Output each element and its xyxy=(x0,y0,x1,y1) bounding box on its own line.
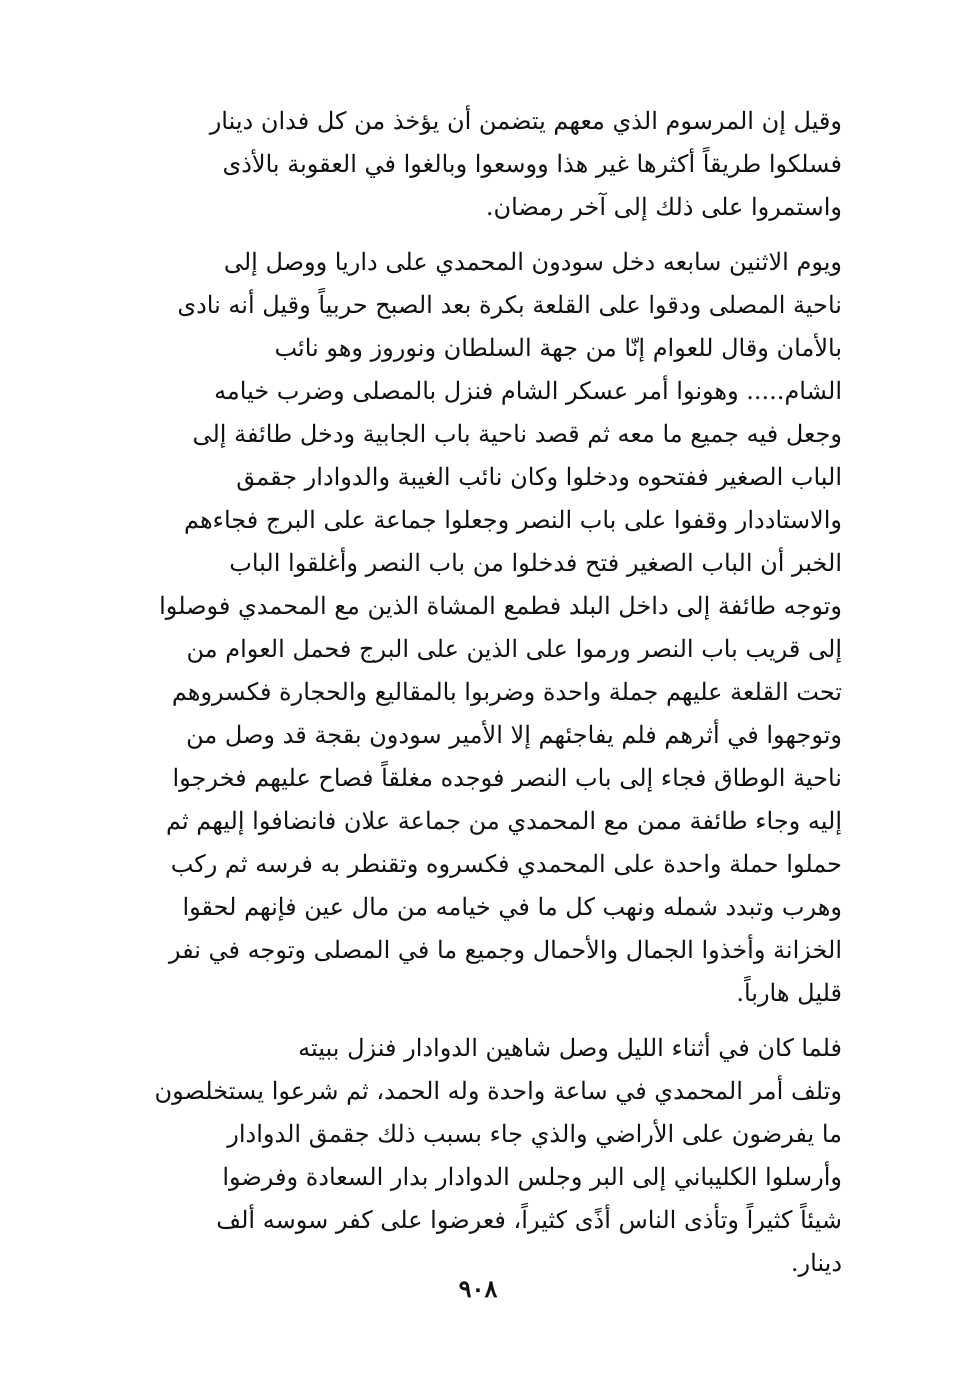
text-line: وقيل إن المرسوم الذي معهم يتضمن أن يؤخذ من كل فدان دينار xyxy=(209,107,842,135)
text-line: ما يفرضون على الأراضي والذي جاء بسبب ذلك جقمق الدوادار xyxy=(227,1120,842,1148)
text-line: ناحية الوطاق فجاء إلى باب النصر فوجده مغلقاً فصاح عليهم فخرجوا xyxy=(172,764,842,792)
text-line: قليل هارباً. xyxy=(736,979,842,1007)
text-line: واستمروا على ذلك إلى آخر رمضان. xyxy=(485,193,842,221)
text-line: حملوا حملة واحدة على المحمدي فكسروه وتقنطر به فرسه ثم ركب xyxy=(170,850,842,878)
text-line: دينار. xyxy=(790,1249,842,1277)
text-line: والاستاددار وقفوا على باب النصر وجعلوا جماعة على البرج فجاءهم xyxy=(184,506,842,534)
text-line: وتلف أمر المحمدي في ساعة واحدة وله الحمد، ثم شرعوا يستخلصون xyxy=(154,1077,842,1105)
text-line: وهرب وتبدد شمله ونهب كل ما في خيامه من مال عين فإنهم لحقوا xyxy=(182,893,842,921)
paragraph-2 xyxy=(96,241,842,1015)
text-line: وتوجهوا في أثرهم فلم يفاجئهم إلا الأمير سودون بقجة قد وصل من xyxy=(186,721,842,749)
text-line: فسلكوا طريقاً أكثرها غير هذا ووسعوا وبالغوا في العقوبة بالأذى xyxy=(222,150,842,178)
text-line: شيئاً كثيراً وتأذى الناس أذًى كثيراً، فعرضوا على كفر سوسه ألف xyxy=(216,1206,842,1234)
text-line: الشام..... وهونوا أمر عسكر الشام فنزل بالمصلى وضرب خيامه xyxy=(214,377,842,405)
paragraph-1 xyxy=(96,100,842,229)
text-line: وأرسلوا الكليباني إلى البر وجلس الدوادار بدار السعادة وفرضوا xyxy=(222,1163,842,1191)
text-line: فلما كان في أثناء الليل وصل شاهين الدوادار فنزل ببيته xyxy=(298,1034,842,1062)
text-line: ناحية المصلى ودقوا على القلعة بكرة بعد الصبح حربياً وقيل أنه نادى xyxy=(177,291,842,319)
text-line: الخزانة وأخذوا الجمال والأحمال وجميع ما في المصلى وتوجه في نفر xyxy=(168,936,842,964)
document-body xyxy=(96,100,842,1285)
text-line: بالأمان وقال للعوام إنّا من جهة السلطان ونوروز وهو نائب xyxy=(274,334,842,362)
text-line: وجعل فيه جميع ما معه ثم قصد ناحية باب الجابية ودخل طائفة إلى xyxy=(192,420,842,448)
text-line: ويوم الاثنين سابعه دخل سودون المحمدي على داريا ووصل إلى xyxy=(223,248,842,276)
text-line: إلى قريب باب النصر ورموا على الذين على البرج فحمل العوام من xyxy=(186,635,842,663)
text-line: تحت القلعة عليهم جملة واحدة وضربوا بالمقاليع والحجارة فكسروهم xyxy=(171,678,842,706)
text-line: الخبر أن الباب الصغير فتح فدخلوا من باب النصر وأغلقوا الباب xyxy=(229,549,842,577)
page-number: ٩٠٨ xyxy=(458,1274,498,1303)
text-line: وتوجه طائفة إلى داخل البلد فطمع المشاة الذين مع المحمدي فوصلوا xyxy=(159,592,842,620)
paragraph-3 xyxy=(96,1027,842,1285)
text-line: إليه وجاء طائفة ممن مع المحمدي من جماعة علان فانضافوا إليهم ثم xyxy=(165,807,842,835)
text-line: الباب الصغير ففتحوه ودخلوا وكان نائب الغيبة والدوادار جقمق xyxy=(236,463,842,491)
